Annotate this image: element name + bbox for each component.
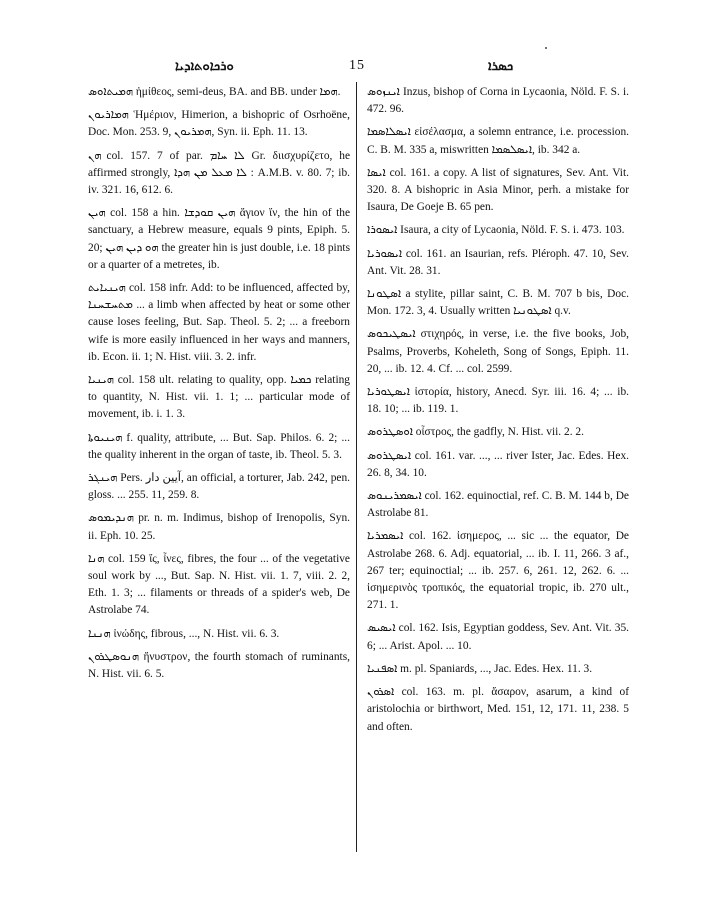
entry: ܐܝܣܠܐܣܡܐ εἰσέλασμα, a solemn entrance, i.e. procession. C. B. M. 335 a, miswritten ܐܝܣܠܣܡܐ, ib. 342 a. [367, 126, 629, 156]
entry: ܐܝܢܙܘܣ Inzus, bishop of Corna in Lycaonia, Nöld. F. S. i. 472. 96. [367, 86, 629, 116]
entry: ܐܝܣܐ col. 161. a copy. A list of signatures, Sev. Ant. Vit. 320. 8. A bishopric in Asia Minor, perh. a mistake for Isaura, De Goeje B. 65 pen. [367, 166, 629, 214]
running-head-right: ܟܣܪܐ [488, 58, 514, 73]
entry: ܐܣܪܘܢ col. 163. m. pl. ἄσαρον, asarum, a kind of aristolochia or birthwort, Med. 151, 12, 171. 11, 238. 5 and often. [367, 686, 629, 733]
entry: ܐܝܣܛܪܘܣ col. 161. var. ..., ... river Ister, Jac. Edes. Hex. 26. 8, 34. 10. [367, 449, 629, 479]
entry: ܗܢ col. 157. 7 of par. ܠܐ ܚܐܡ Gr. διισχυρίζετο, he affirmed strongly, ܠܐ ܡܥܠ ܡܢ ܗܕܐ : A.M.B. v. 80. 7; ib. iv. 321. 16, 612. 6. [88, 149, 351, 197]
speck [545, 47, 547, 49]
entry: ܗܢܐ col. 159 ἴς, ἶνες, fibres, the four ... of the vegetative soul work by ..., But. Sap. N. Hist. vii. 1. 7, viii. 2. 2, Eth. 1. 3; ... filaments or threads of a spider's web, De Astrolabe 74. [88, 552, 350, 617]
running-head-left: ܘܪܟܐܘܬܐܕܝܐ [175, 58, 234, 73]
right-column [367, 84, 629, 742]
entry: ܗܝܢܝܐܝܬ col. 158 infr. Add: to be influenced, affected by, ܡܬܚܫܚܢܐ ... a limb when affected by heat or some other cause loses feeling, But. Sap. Theol. 5. 2; ... a freeborn wife is more easily influenced in her ways and manners, ib. Econ. ii. 1; N. Hist. viii. 3. 2. infr. [88, 282, 350, 363]
entry: ܗܝܢܝܘܬܐ f. quality, attribute, ... But. Sap. Philos. 6. 2; ... the quality inherent in the organ of taste, ib. Theol. 5. 3. [88, 431, 350, 461]
entry: ܐܣܦܢܝܐ m. pl. Spaniards, ..., Jac. Edes. Hex. 11. 3. [367, 662, 593, 675]
entry: ܗܢܕܝܡܘܣ pr. n. m. Indimus, bishop of Irenopolis, Syn. ii. Eph. 10. 25. [88, 512, 350, 542]
entry: ܐܘܣܛܪܘܣ οἶστρος, the gadfly, N. Hist. vii. 2. 2. [367, 426, 584, 439]
page-number: 15 [349, 58, 365, 73]
entry: ܗܝܢܓܪ Pers. آيين دار, an official, a torturer, Jab. 242, pen. gloss. ... 255. 11, 259. 8. [88, 472, 350, 502]
entry: ܐܝܣܛܝܟܘܣ στιχηρός, in verse, i.e. the five books, Job, Psalms, Proverbs, Koheleth, Song of Songs, Epiph. 11. 20, ... ib. 12. 4. Cf. ... col. 2599. [367, 328, 629, 375]
entry: ܗܡܐܪܝܘܢ Ἡμέριον, Himerion, a bishopric of Osrhoëne, Doc. Mon. 253. 9, ܗܡܪܝܘܢ, Syn. ii. Eph. 11. 13. [88, 109, 350, 139]
entry: ܗܢܢܐ ἰνώδης, fibrous, ..., N. Hist. vii. 6. 3. [88, 627, 280, 640]
entry: ܗܝܢܝܐ col. 158 ult. relating to quality, opp. ܟܡܝܐ relating to quantity, N. Hist. vii. 1. 1; ... particular mode of movement, ib. i. 1. 3. [88, 374, 350, 421]
entry: ܗܡܝܬܐܘܣ ἡμίθεος, semi-deus, BA. and BB. under ܗܡܐ. [88, 86, 341, 98]
left-column [88, 84, 350, 689]
entry: ܐܝܣܝܣ col. 162. Isis, Egyptian goddess, Sev. Ant. Vit. 35. 6; ... Arist. Apol. ... 10. [367, 622, 629, 652]
entry: ܐܣܛܘܢܐ a stylite, pillar saint, C. B. M. 707 b bis, Doc. Mon. 172. 3, 4. Usually written ܐܣܛܘܢܝܐ q.v. [367, 288, 629, 318]
column-divider [356, 82, 357, 852]
entry: ܗܢܘܣܛܪܘܢ ἤνυστρον, the fourth stomach of ruminants, N. Hist. vii. 6. 5. [88, 650, 350, 681]
entry: ܐܝܣܘܪܐ Isaura, a city of Lycaonia, Nöld. F. S. i. 473. 103. [367, 224, 625, 237]
entry: ܗܝܢ col. 158 a hin. ܗܝܢ ܩܘܕܫܐ ἅγιον ἵν, the hin of the sanctuary, a Hebrew measure, equals 9 pints, Epiph. 5. 20; ܗܘ ܕܝܢ ܗܝܢ the greater hin is just double, i.e. 18 pints or a quarter of a metretes, ib. [88, 207, 351, 271]
entry: ܐܝܣܡܪܝܢܘܣ col. 162. equinoctial, ref. C. B. M. 144 b, De Astrolabe 81. [367, 490, 629, 520]
entry: ܐܝܣܘܪܝܐ col. 161. an Isaurian, refs. Pléroph. 47. 10, Sev. Ant. Vit. 28. 31. [367, 247, 629, 277]
entry: ܐܝܣܛܘܪܝܐ ἱστορία, history, Anecd. Syr. iii. 16. 4; ... ib. 18. 10; ... ib. 119. 1. [367, 386, 629, 416]
entry: ܐܝܣܡܪܝܐ col. 162. ἰσημερος, ... sic ... the equator, De Astrolabe 268. 6. Adj. equatorial, ... ib. I. 11, 266. 3 af., 267 ter; equinoctial; ... ib. 257. 6, 261. 12, 262. 6. ... ἰσημερινὸς τροπικός, the equatorial tropic, ib. 270 ult., 271. 1. [367, 530, 629, 612]
